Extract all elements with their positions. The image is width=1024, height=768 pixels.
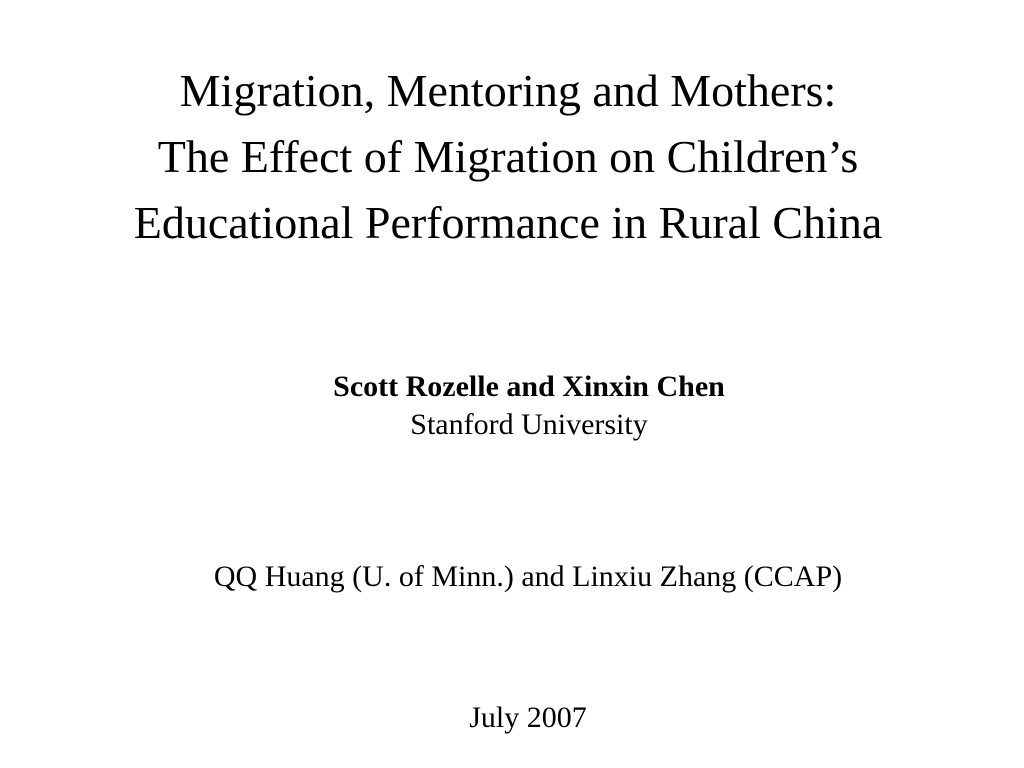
- author-affiliation: Stanford University: [410, 408, 648, 441]
- title-line-1: Migration, Mentoring and Mothers:: [179, 65, 837, 116]
- author-names: Scott Rozelle and Xinxin Chen: [333, 370, 725, 403]
- slide-title: [0, 58, 1016, 256]
- coauthors-line: QQ Huang (U. of Minn.) and Linxiu Zhang (CCAP): [213, 560, 843, 593]
- presentation-date: July 2007: [469, 701, 587, 734]
- title-line-3: Educational Performance in Rural China: [133, 197, 883, 248]
- title-line-2: The Effect of Migration on Children’s: [157, 131, 859, 182]
- author-block: [0, 368, 1024, 444]
